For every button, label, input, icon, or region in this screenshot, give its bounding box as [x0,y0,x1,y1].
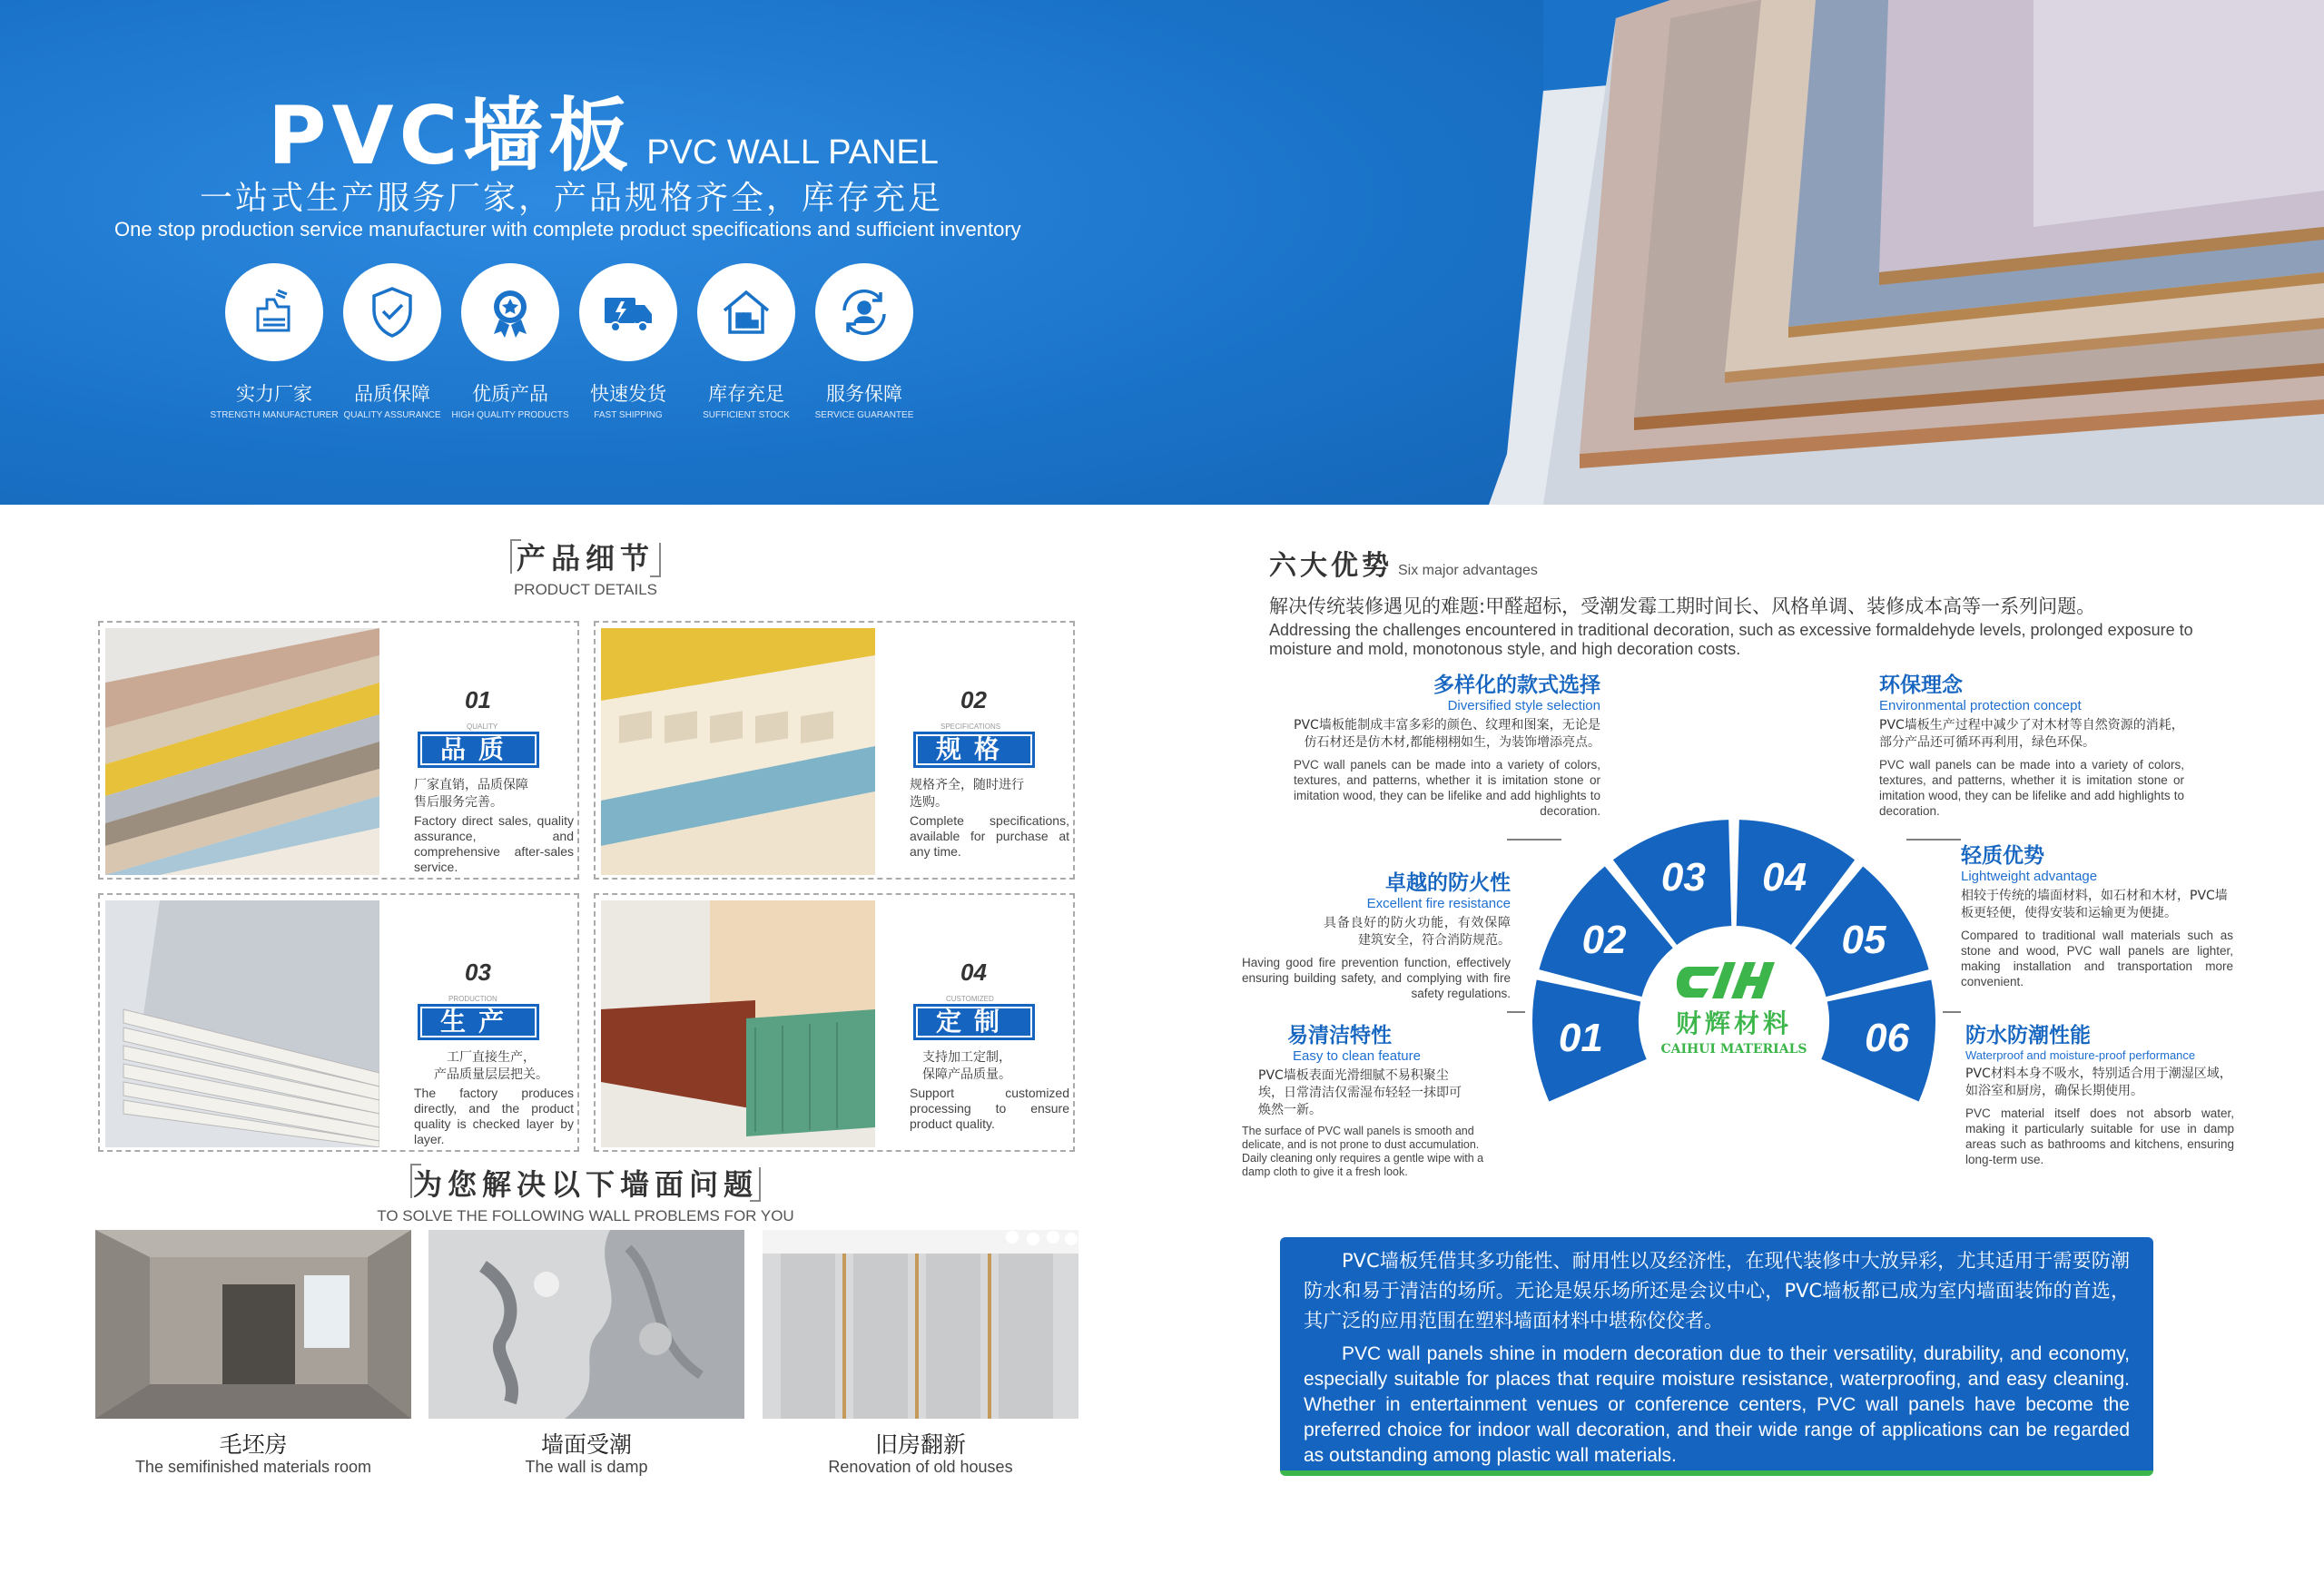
wheel-segment-number: 04 [1762,854,1807,900]
advantage-subtitle: Lightweight advantage [1961,869,2098,884]
advantage-subtitle: Waterproof and moisture-proof performance [1965,1048,2196,1062]
card-image-custom-panels [601,900,875,1147]
advantages-wheel-diagram [1507,776,1961,1166]
advantage-desc-en: Compared to traditional wall materials such as stone and wood, PVC wall panels are lighter, making installation and transportation more convenient. [1961,929,2233,988]
card-image-panel-stack [105,900,379,1147]
hero-title [268,73,939,187]
advantage-subtitle: Easy to clean feature [1293,1048,1421,1064]
card-desc-cn: 支持加工定制， 保障产品质量。 [922,1050,1011,1082]
advantage-desc-cn: PVC材料本身不吸水，特别适合用于潮湿区域，如浴室和厨房，确保长期使用。 [1965,1067,2232,1098]
feature-label-en: SUFFICIENT STOCK [703,410,790,420]
feature-item [210,263,339,420]
detail-card-quality [98,621,579,880]
advantage-desc-cn: 相较于传统的墙面材料，如石材和木材，PVC墙板更轻便，使得安装和运输更为便捷。 [1961,889,2228,920]
problem-image-renovated-room [763,1230,1078,1419]
problems-heading [345,1162,826,1225]
card-number: 01 [465,686,491,713]
advantages-heading-cn: 六大优势 [1269,550,1393,582]
card-desc-en: The factory produces directly, and the product quality is checked layer by layer. [414,1086,574,1146]
details-heading-cn: 产品细节 [516,541,655,575]
logo-text-en: CAIHUI MATERIALS [1660,1042,1807,1057]
card-desc-en: Factory direct sales, quality assurance, and comprehensive after-sales service. [414,813,574,874]
problem-label-en: Renovation of old houses [828,1458,1013,1476]
advantages-intro-en: Addressing the challenges encountered in traditional decoration, such as excessive formaldehyde levels, prolonged exposure to moisture and mold, monotonous style, and high decoration costs. [1269,621,2193,658]
advantages-intro-cn: 解决传统装修遇见的难题:甲醛超标，受潮发霉工期时间长、风格单调、装修成本高等一系列问题。 [1269,595,2096,617]
card-desc-en: Support customized processing to ensure product quality. [910,1086,1069,1131]
advantage-title: 易清洁特性 [1287,1024,1392,1047]
advantage-easy-clean [1242,1018,1505,1179]
card-number: 02 [960,686,987,713]
hero-banner [0,0,2324,505]
hero-title-en: PVC WALL PANEL [646,133,939,172]
card-tag: CUSTOMIZED [946,995,994,1003]
advantage-fire-resistance [1242,866,1511,1001]
problem-label-en: The wall is damp [525,1458,648,1476]
award-badge-icon [461,263,559,361]
advantages-heading-en: Six major advantages [1398,563,1538,578]
advantage-desc-cn: PVC墙板表面光滑细腻不易积聚尘埃，日常清洁仅需湿布轻轻一抹即可焕然一新。 [1258,1068,1462,1117]
hero-title-cn: PVC墙板 [268,89,635,182]
advantage-desc-cn: PVC墙板生产过程中减少了对木材等自然资源的消耗，部分产品还可循环再利用，绿色环保。 [1879,718,2184,750]
details-heading [490,536,681,599]
feature-label-en: SERVICE GUARANTEE [814,410,914,420]
problem-label-en: The semifinished materials room [134,1458,372,1476]
feature-item [579,263,677,420]
advantage-desc-cn: 具备良好的防火功能，有效保障建筑安全，符合消防规范。 [1324,916,1511,948]
advantage-title: 多样化的款式选择 [1433,674,1600,697]
feature-label-cn: 品质保障 [354,383,430,405]
feature-item [451,263,569,420]
advantage-desc-en: PVC material itself does not absorb water, making it particularly suitable for use in damp areas such as bathrooms and kitchens, ensuring long-term use. [1965,1106,2234,1166]
card-desc-cn: 规格齐全，随时进行 选购。 [910,778,1024,810]
feature-label-en: FAST SHIPPING [594,410,663,420]
wheel-segment-number: 03 [1660,854,1706,900]
wheel-segment-number: 06 [1865,1016,1910,1061]
card-label: 定制 [913,1004,1035,1040]
card-number: 03 [465,959,491,986]
details-heading-en: PRODUCT DETAILS [513,581,658,598]
feature-label-cn: 实力厂家 [236,383,312,405]
advantage-desc-en: PVC wall panels can be made into a variety of colors, textures, and patterns, whether it is imitation stone or imitation wood, they can be lifelike and add highlights to decoration. [1879,758,2184,818]
wall-panel-stack-image [1489,0,2324,505]
card-image-panel-profile [601,628,875,875]
card-tag: SPECIFICATIONS [940,723,1001,731]
truck-icon [579,263,677,361]
feature-row [210,263,914,420]
warehouse-icon [697,263,795,361]
problems-heading-en: TO SOLVE THE FOLLOWING WALL PROBLEMS FOR YOU [377,1207,794,1224]
advantage-subtitle: Diversified style selection [1447,698,1600,713]
problems-heading-cn: 为您解决以下墙面问题 [412,1167,758,1202]
feature-label-cn: 优质产品 [472,383,548,405]
card-desc-en: Complete specifications, available for purchase at any time. [910,813,1069,859]
advantages-heading [1269,543,1538,583]
problem-image-damp-wall [428,1230,744,1419]
wheel-segment-number: 05 [1841,917,1886,962]
advantage-title: 轻质优势 [1961,844,2044,868]
card-label: 品质 [418,732,539,768]
problem-label-cn: 毛坯房 [219,1431,288,1458]
advantage-title: 卓越的防火性 [1385,871,1511,895]
detail-card-customized [594,893,1075,1152]
feature-label-en: HIGH QUALITY PRODUCTS [451,410,569,420]
card-desc-cn: 工厂直接生产， 产品质量层层把关。 [434,1050,548,1082]
card-tag: PRODUCTION [448,995,497,1003]
problem-label-cn: 墙面受潮 [540,1431,632,1458]
shield-check-icon [343,263,441,361]
bracket-left [410,1164,421,1198]
advantage-desc-en: Having good fire prevention function, effectively ensuring building safety, and complying with fire safety regulations. [1242,956,1511,1000]
feature-label-cn: 库存充足 [708,383,784,405]
advantage-desc-cn: PVC墙板能制成丰富多彩的颜色、纹理和图案，无论是仿石材还是仿木材,都能栩栩如生，为装饰增添亮点。 [1294,718,1600,750]
feature-item [815,263,913,420]
summary-box [1280,1237,2153,1476]
problem-image-rough-room [95,1230,411,1419]
advantage-waterproof [1965,1018,2234,1167]
advantage-desc-en: PVC wall panels can be made into a variety of colors, textures, and patterns, whether it is imitation stone or imitation wood, they can be lifelike and add highlights to decoration. [1294,758,1600,818]
detail-card-production [98,893,579,1152]
card-label: 生产 [418,1004,539,1040]
card-desc-cn: 厂家直销，品质保障 售后服务完善。 [414,778,528,810]
advantage-title: 环保理念 [1879,674,1963,697]
wheel-segment-number: 02 [1581,917,1627,962]
card-number: 04 [960,959,987,986]
feature-item [343,263,441,420]
advantage-desc-en: The surface of PVC wall panels is smooth and delicate, and is not prone to dust accumulation. Daily cleaning only requires a gentle wipe with a damp cloth to give it a fresh look. [1242,1125,1484,1178]
feature-item [697,263,795,420]
hero-slogan-cn: 一站式生产服务厂家，产品规格齐全，库存充足 [200,180,944,217]
problem-label-cn: 旧房翻新 [874,1431,966,1458]
advantage-lightweight [1961,839,2233,989]
bracket-right [650,543,661,577]
feature-label-cn: 快速发货 [590,383,666,405]
detail-card-specifications [594,621,1075,880]
feature-label-en: STRENGTH MANUFACTURER [210,410,339,420]
factory-icon [225,263,323,361]
card-tag: QUALITY [467,723,498,731]
advantage-subtitle: Environmental protection concept [1879,698,2082,713]
summary-text-cn: PVC墙板凭借其多功能性、耐用性以及经济性，在现代装修中大放异彩，尤其适用于需要防潮防水和易于清洁的场所。无论是娱乐场所还是会议中心，PVC墙板都已成为室内墙面装饰的首选，其广泛的应用范围在塑料墙面材料中堪称佼佼者。 [1304,1250,2130,1332]
bracket-left [510,539,521,574]
logo-text-cn: 财辉材料 [1675,1008,1793,1038]
bracket-right [750,1167,761,1202]
wheel-segment-number: 01 [1558,1016,1603,1061]
feature-label-cn: 服务保障 [826,383,902,405]
feature-label-en: QUALITY ASSURANCE [343,410,441,420]
advantage-subtitle: Excellent fire resistance [1366,896,1511,911]
hero-slogan-en: One stop production service manufacturer with complete product specifications and sufficient inventory [114,218,1021,241]
card-label: 规格 [913,732,1035,768]
summary-text-en: PVC wall panels shine in modern decoration due to their versatility, durability, and economy, especially suitable for places that require moisture resistance, waterproofing, and easy cleaning. Whether in entertainment venues or conference centers, PVC wall panels have become the preferred choice for indoor wall decoration, and their wide range of applications can be regarded as outstanding among plastic wall materials. [1304,1343,2130,1466]
service-person-icon [815,263,913,361]
card-image-panels-fan [105,628,379,875]
advantage-title: 防水防潮性能 [1965,1024,2091,1047]
